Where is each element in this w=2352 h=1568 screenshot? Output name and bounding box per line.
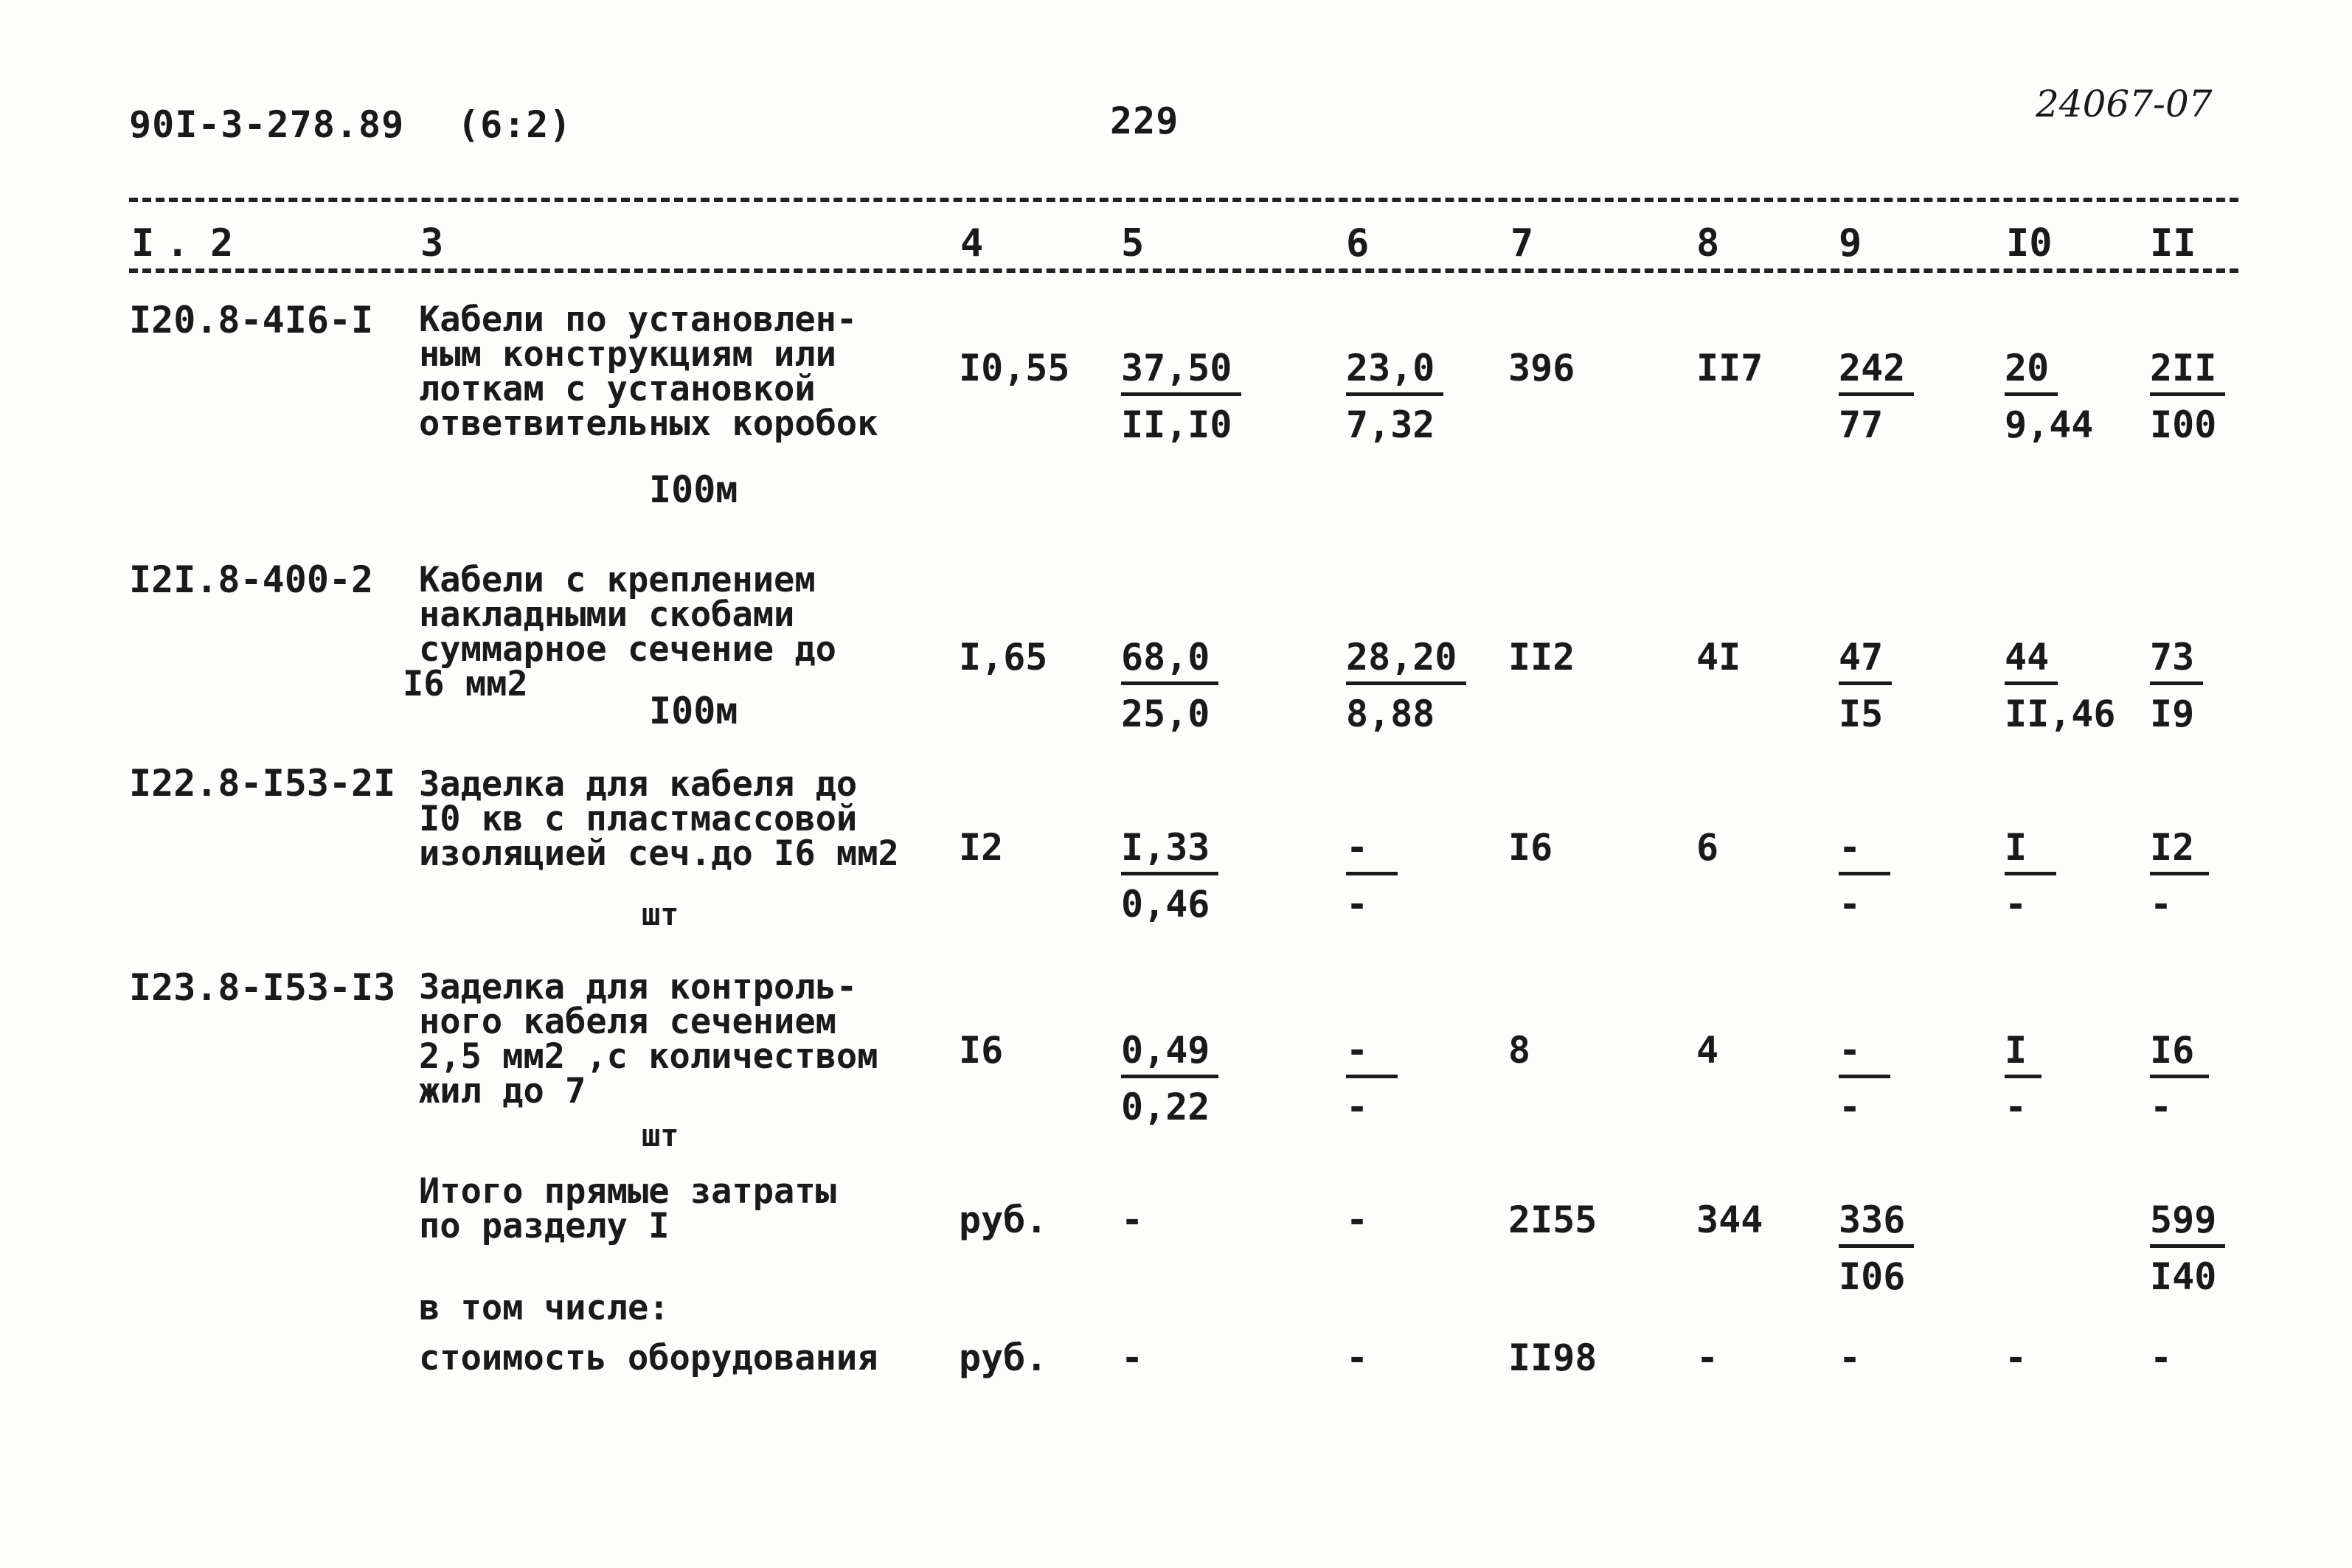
- col-2: 2: [210, 221, 234, 266]
- frac-bottom: I5: [1839, 693, 1884, 735]
- cell-7: 8: [1508, 1029, 1531, 1072]
- frac-bottom: II,I0: [1121, 403, 1232, 446]
- desc-line: лоткам с установкой: [419, 369, 816, 409]
- cell-11: [2150, 636, 2203, 735]
- row-description: [419, 764, 899, 874]
- col-9: 9: [1839, 221, 1862, 266]
- cell-10: [2005, 826, 2056, 926]
- cell-9: [1839, 826, 1890, 926]
- cell-9: [1839, 636, 1892, 735]
- cell-7: 396: [1508, 347, 1575, 389]
- frac-bottom: 8,88: [1346, 693, 1435, 735]
- frac-bottom: -: [2005, 1086, 2027, 1128]
- album-number: (6:2): [457, 103, 572, 146]
- frac-top: 20: [2005, 347, 2058, 396]
- frac-bottom: -: [2150, 1086, 2173, 1128]
- frac-bottom: I40: [2150, 1255, 2217, 1298]
- cell-8: 6: [1696, 826, 1719, 869]
- frac-bottom: 25,0: [1121, 693, 1210, 735]
- including-label: в том числе:: [419, 1288, 670, 1328]
- total-cell-5: -: [1121, 1198, 1144, 1241]
- col-1: I: [131, 221, 155, 266]
- frac-top: 23,0: [1346, 347, 1443, 396]
- cell-11: [2150, 826, 2209, 926]
- equipment-cell-11: -: [2150, 1336, 2173, 1379]
- equipment-cell-9: -: [1839, 1336, 1862, 1379]
- desc-line: Заделка для кабеля до: [419, 764, 858, 805]
- col-11: II: [2150, 221, 2196, 266]
- cell-10: [2005, 1029, 2041, 1128]
- cell-5: [1121, 1029, 1218, 1128]
- cell-6: [1346, 636, 1466, 735]
- row-unit: I00м: [649, 690, 738, 732]
- frac-top: I: [2005, 1029, 2041, 1078]
- frac-top: 336: [1839, 1198, 1914, 1248]
- desc-line: накладными скобами: [419, 594, 795, 635]
- total-cell-11: [2150, 1198, 2225, 1298]
- cell-9: [1839, 347, 1914, 446]
- col-dot: .: [166, 221, 190, 266]
- cell-9: [1839, 1029, 1890, 1128]
- frac-bottom: 0,46: [1121, 883, 1210, 926]
- row-quantity: I,65: [959, 636, 1048, 679]
- frac-bottom: -: [2005, 883, 2027, 926]
- frac-bottom: I00: [2150, 403, 2217, 446]
- frac-bottom: 77: [1839, 403, 1884, 446]
- col-7: 7: [1510, 221, 1534, 266]
- desc-line: ответвительных коробок: [419, 403, 878, 444]
- cell-10: [2005, 636, 2116, 735]
- desc-line: Кабели с креплением: [419, 560, 816, 600]
- cell-7: II2: [1508, 636, 1575, 679]
- row-code: I20.8-4I6-I: [129, 299, 374, 341]
- equipment-cost-label: стоимость оборудования: [419, 1338, 878, 1378]
- cell-10: [2005, 347, 2093, 446]
- header-rule: [129, 268, 2238, 273]
- frac-bottom: II,46: [2005, 693, 2116, 735]
- desc-line: изоляцией сеч.до I6 мм2: [419, 833, 899, 874]
- row-quantity: I6: [959, 1029, 1004, 1072]
- total-description: [419, 1171, 836, 1246]
- total-unit: руб.: [959, 1198, 1048, 1241]
- archive-number: 24067-07: [2036, 83, 2213, 125]
- row-quantity: I0,55: [959, 347, 1070, 389]
- cell-8: 4: [1696, 1029, 1719, 1072]
- frac-top: 47: [1839, 636, 1892, 685]
- desc-line: 2,5 мм2 ,с количеством: [419, 1036, 878, 1077]
- col-3: 3: [420, 221, 444, 266]
- row-unit: шт: [642, 896, 679, 932]
- cell-11: [2150, 1029, 2209, 1128]
- page-number: 229: [1110, 100, 1179, 142]
- frac-bottom: -: [1839, 1086, 1862, 1128]
- frac-bottom: -: [1839, 883, 1862, 926]
- row-code: I22.8-I53-2I: [129, 762, 396, 805]
- frac-bottom: 7,32: [1346, 403, 1435, 446]
- equipment-cell-8: -: [1696, 1336, 1719, 1379]
- col-6: 6: [1346, 221, 1370, 266]
- document-code: 90I-3-278.89: [129, 103, 405, 146]
- cell-7: I6: [1508, 826, 1553, 869]
- equipment-cell-6: -: [1346, 1336, 1369, 1379]
- col-8: 8: [1696, 221, 1720, 266]
- frac-bottom: I9: [2150, 693, 2195, 735]
- frac-bottom: 0,22: [1121, 1086, 1210, 1128]
- row-code: I2I.8-400-2: [129, 558, 374, 601]
- frac-bottom: I06: [1839, 1255, 1906, 1298]
- desc-line: I0 кв с пластмассовой: [419, 799, 858, 839]
- frac-bottom: 9,44: [2005, 403, 2094, 446]
- frac-top: 28,20: [1346, 636, 1466, 685]
- equipment-unit: руб.: [959, 1336, 1048, 1379]
- cell-8: 4I: [1696, 636, 1741, 679]
- frac-top: 37,50: [1121, 347, 1241, 396]
- frac-top: 68,0: [1121, 636, 1218, 685]
- frac-top: I: [2005, 826, 2056, 875]
- frac-top: 599: [2150, 1198, 2225, 1248]
- desc-line: ным конструкциям или: [419, 334, 836, 375]
- frac-bottom: -: [1346, 883, 1369, 926]
- row-description: [419, 299, 878, 444]
- frac-top: -: [1839, 826, 1890, 875]
- frac-top: 0,49: [1121, 1029, 1218, 1078]
- cell-6: [1346, 826, 1398, 926]
- row-description: [403, 560, 836, 704]
- frac-top: -: [1346, 1029, 1398, 1078]
- desc-line: Заделка для контроль-: [419, 967, 858, 1007]
- row-unit: шт: [642, 1117, 679, 1154]
- frac-top: 73: [2150, 636, 2203, 685]
- total-cell-9: [1839, 1198, 1914, 1298]
- frac-top: 2II: [2150, 347, 2225, 396]
- cell-8: II7: [1696, 347, 1763, 389]
- equipment-cell-7: II98: [1508, 1336, 1598, 1379]
- desc-line: Кабели по установлен-: [419, 299, 858, 340]
- frac-bottom: -: [1346, 1086, 1369, 1128]
- frac-top: I6: [2150, 1029, 2209, 1078]
- desc-line: Итого прямые затраты: [419, 1171, 836, 1212]
- row-quantity: I2: [959, 826, 1004, 869]
- cell-11: [2150, 347, 2225, 446]
- desc-line: I6 мм2: [403, 664, 528, 704]
- cell-6: [1346, 1029, 1398, 1128]
- row-code: I23.8-I53-I3: [129, 966, 396, 1009]
- desc-line: суммарное сечение до: [419, 629, 836, 670]
- row-unit: I00м: [649, 468, 738, 511]
- frac-top: 242: [1839, 347, 1914, 396]
- total-cell-6: -: [1346, 1198, 1369, 1241]
- col-10: I0: [2006, 221, 2053, 266]
- col-4: 4: [960, 221, 984, 266]
- row-description: [419, 967, 878, 1111]
- cell-5: [1121, 636, 1218, 735]
- frac-top: I2: [2150, 826, 2209, 875]
- desc-line: по разделу I: [419, 1206, 670, 1246]
- cell-5: [1121, 826, 1218, 926]
- frac-bottom: -: [2150, 883, 2173, 926]
- cell-6: [1346, 347, 1443, 446]
- top-rule: [129, 198, 2238, 202]
- col-5: 5: [1121, 221, 1145, 266]
- frac-top: -: [1839, 1029, 1890, 1078]
- total-cell-7: 2I55: [1508, 1198, 1598, 1241]
- total-cell-8: 344: [1696, 1198, 1763, 1241]
- frac-top: I,33: [1121, 826, 1218, 875]
- equipment-cell-5: -: [1121, 1336, 1144, 1379]
- desc-line: ного кабеля сечением: [419, 1002, 836, 1042]
- desc-line: жил до 7: [419, 1071, 586, 1111]
- cell-5: [1121, 347, 1241, 446]
- frac-top: 44: [2005, 636, 2058, 685]
- equipment-cell-10: -: [2005, 1336, 2027, 1379]
- frac-top: -: [1346, 826, 1398, 875]
